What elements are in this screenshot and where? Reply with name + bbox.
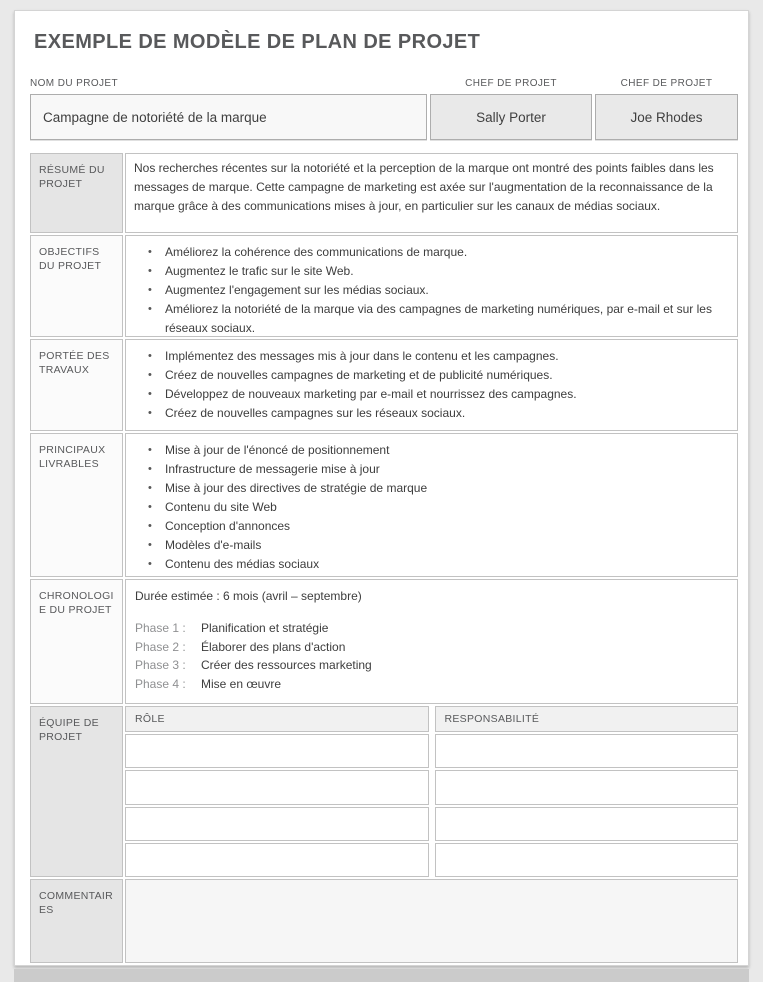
bullet-item <box>126 243 727 262</box>
phase-text: Élaborer des plans d'action <box>201 639 346 654</box>
team-row <box>125 770 738 804</box>
team-role-cell[interactable] <box>125 843 429 877</box>
table-row-commentaires <box>30 879 738 963</box>
bullet-item <box>126 498 727 517</box>
bullet-item <box>126 262 727 281</box>
team-empty-rows <box>125 734 738 877</box>
bullet-icon: • <box>148 501 152 513</box>
bullet-item <box>126 300 727 338</box>
bullet-icon: • <box>148 539 152 551</box>
team-responsibility-cell[interactable] <box>435 734 739 768</box>
bullet-item <box>126 460 727 479</box>
team-role-cell[interactable] <box>125 734 429 768</box>
bullet-item <box>126 441 727 460</box>
project-name-field-group <box>30 78 427 140</box>
portee-content-cell[interactable] <box>125 339 738 431</box>
bullet-text: Infrastructure de messagerie mise à jour <box>165 462 380 476</box>
bullet-text: Augmentez le trafic sur le site Web. <box>165 264 354 278</box>
bullet-item <box>126 281 727 300</box>
bullet-icon: • <box>148 407 152 419</box>
bullet-text: Modèles d'e-mails <box>165 538 262 552</box>
bullet-text: Développez de nouveaux marketing par e-mail et nourrissez des campagnes. <box>165 387 577 401</box>
project-name-label: NOM DU PROJET <box>30 78 118 89</box>
bullet-icon: • <box>148 388 152 400</box>
project-plan-table <box>30 153 738 963</box>
bullet-item <box>126 479 727 498</box>
bullet-item <box>126 385 727 404</box>
team-responsibility-cell[interactable] <box>435 843 739 877</box>
commentaires-content-cell[interactable] <box>125 879 738 963</box>
bullet-icon: • <box>148 284 152 296</box>
bullet-item <box>126 555 727 574</box>
table-row-objectifs <box>30 235 738 337</box>
livrables-content-cell[interactable] <box>125 433 738 577</box>
portee-bullet-list <box>126 340 737 423</box>
bullet-item <box>126 517 727 536</box>
bullet-text: Améliorez la cohérence des communications de marque. <box>165 245 468 259</box>
phase-label: Phase 3 : <box>135 658 186 672</box>
team-role-cell[interactable] <box>125 770 429 804</box>
commentaires-row-header: COMMENTAIRES <box>30 879 123 963</box>
bullet-icon: • <box>148 246 152 258</box>
phase-label: Phase 2 : <box>135 639 186 654</box>
phase-list <box>135 619 727 693</box>
bullet-item <box>126 347 727 366</box>
bullet-item <box>126 536 727 555</box>
table-row-resume <box>30 153 738 233</box>
bullet-text: Mise à jour de l'énoncé de positionnement <box>165 443 390 457</box>
bullet-icon: • <box>148 369 152 381</box>
bullet-icon: • <box>148 463 152 475</box>
document-page <box>14 10 749 966</box>
phase-line <box>135 638 727 657</box>
phase-text: Mise en œuvre <box>201 676 282 691</box>
bullet-text: Mise à jour des directives de stratégie de marque <box>165 481 428 495</box>
manager2-field-group <box>595 78 738 140</box>
phase-text: Créer des ressources marketing <box>201 658 372 672</box>
objectifs-row-header: OBJECTIFS DU PROJET <box>30 235 123 337</box>
livrables-row-header: PRINCIPAUX LIVRABLES <box>30 433 123 577</box>
table-row-equipe <box>30 706 738 877</box>
team-header-row <box>125 706 738 732</box>
bullet-text: Conception d'annonces <box>165 519 291 533</box>
team-row <box>125 843 738 877</box>
bullet-text: Améliorez la notoriété de la marque via des campagnes de marketing numériques, par e-mail et sur les réseaux sociaux. <box>165 302 712 335</box>
objectifs-content-cell[interactable] <box>125 235 738 337</box>
resume-text: Nos recherches récentes sur la notoriété et la perception de la marque ont montré des points faibles dans les messages de marque. Cette campagne de marketing est axée sur l'augmentation de la reconnaissance de la marque grâce à des communications mises à jour, en particulier sur les canaux de médias sociaux. <box>134 161 714 213</box>
bullet-text: Augmentez l'engagement sur les médias sociaux. <box>165 283 429 297</box>
phase-line <box>135 675 727 694</box>
team-table <box>125 706 738 877</box>
manager1-label: CHEF DE PROJET <box>465 78 557 89</box>
bullet-text: Contenu du site Web <box>165 500 277 514</box>
bullet-text: Créez de nouvelles campagnes sur les réseaux sociaux. <box>165 406 466 420</box>
phase-line <box>135 619 727 638</box>
team-row <box>125 734 738 768</box>
bullet-item <box>126 366 727 385</box>
phase-text: Planification et stratégie <box>201 621 329 635</box>
resume-content-cell[interactable] <box>125 153 738 233</box>
page-bottom-shadow <box>14 969 749 982</box>
team-responsibility-cell[interactable] <box>435 770 739 804</box>
team-responsibility-column-header: RESPONSABILITÉ <box>435 706 739 732</box>
table-row-chronologie <box>30 579 738 704</box>
equipe-row-header: ÉQUIPE DE PROJET <box>30 706 123 877</box>
manager2-value[interactable]: Joe Rhodes <box>595 94 738 140</box>
bullet-icon: • <box>148 303 152 315</box>
bullet-icon: • <box>148 350 152 362</box>
duration-text: Durée estimée : 6 mois (avril – septembre) <box>135 589 362 603</box>
team-responsibility-cell[interactable] <box>435 807 739 841</box>
manager1-value[interactable]: Sally Porter <box>430 94 592 140</box>
table-row-livrables <box>30 433 738 577</box>
bullet-icon: • <box>148 265 152 277</box>
chronologie-content-cell[interactable] <box>125 579 738 704</box>
bullet-icon: • <box>148 444 152 456</box>
bullet-text: Contenu des médias sociaux <box>165 557 320 571</box>
manager1-field-group <box>430 78 592 140</box>
chronologie-content <box>126 580 737 693</box>
livrables-bullet-list <box>126 434 737 574</box>
manager2-label: CHEF DE PROJET <box>620 78 713 89</box>
team-role-column-header: RÔLE <box>125 706 429 732</box>
bullet-text: Créez de nouvelles campagnes de marketing et de publicité numériques. <box>165 368 553 382</box>
bullet-icon: • <box>148 482 152 494</box>
portee-row-header: PORTÉE DES TRAVAUX <box>30 339 123 431</box>
team-role-cell[interactable] <box>125 807 429 841</box>
team-row <box>125 807 738 841</box>
phase-label: Phase 4 : <box>135 676 186 691</box>
bullet-icon: • <box>148 520 152 532</box>
chronologie-row-header: CHRONOLOGIE DU PROJET <box>30 579 123 704</box>
project-name-value[interactable]: Campagne de notoriété de la marque <box>30 94 427 140</box>
resume-row-header: RÉSUMÉ DU PROJET <box>30 153 123 233</box>
header-fields <box>30 78 738 140</box>
bullet-icon: • <box>148 558 152 570</box>
objectifs-bullet-list <box>126 236 737 338</box>
bullet-text: Implémentez des messages mis à jour dans le contenu et les campagnes. <box>165 349 559 363</box>
bullet-item <box>126 404 727 423</box>
page-title: EXEMPLE DE MODÈLE DE PLAN DE PROJET <box>34 31 481 53</box>
phase-line <box>135 656 727 675</box>
table-row-portee <box>30 339 738 431</box>
phase-label: Phase 1 : <box>135 621 186 635</box>
